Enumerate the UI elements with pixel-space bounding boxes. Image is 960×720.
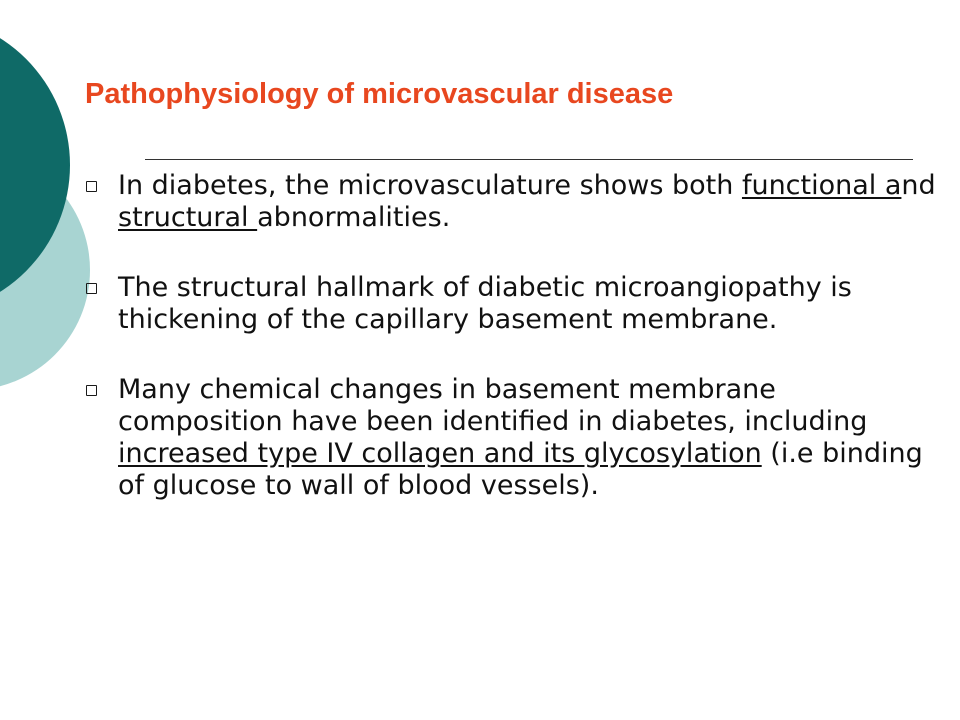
square-bullet-icon bbox=[86, 283, 97, 294]
bullet-item bbox=[80, 272, 940, 336]
bullet-item bbox=[80, 170, 940, 234]
text-segment: abnormalities. bbox=[257, 202, 451, 233]
text-segment: In diabetes, the microvasculature shows both bbox=[118, 170, 742, 201]
square-bullet-icon bbox=[86, 385, 97, 396]
text-segment: The structural hallmark of diabetic microangiopathy is thickening of the capillary basement membrane. bbox=[118, 272, 852, 335]
bullet-list bbox=[80, 170, 940, 540]
underlined-text: functional a bbox=[741, 170, 902, 201]
text-segment: nd bbox=[901, 170, 936, 201]
text-segment: Many chemical changes in basement membrane composition have been identified in diabetes, including bbox=[118, 374, 868, 437]
underlined-text: structural bbox=[118, 202, 258, 233]
underlined-text: increased type IV collagen and its glycosylation bbox=[118, 438, 762, 469]
slide-title: Pathophysiology of microvascular disease bbox=[85, 78, 674, 110]
text-segment: (i.e binding of glucose to wall of blood vessels). bbox=[118, 438, 923, 501]
bullet-text bbox=[118, 272, 940, 336]
title-divider bbox=[145, 159, 913, 160]
square-bullet-icon bbox=[86, 181, 97, 192]
bullet-item bbox=[80, 374, 940, 502]
bullet-text bbox=[118, 170, 940, 234]
bullet-text bbox=[118, 374, 940, 502]
